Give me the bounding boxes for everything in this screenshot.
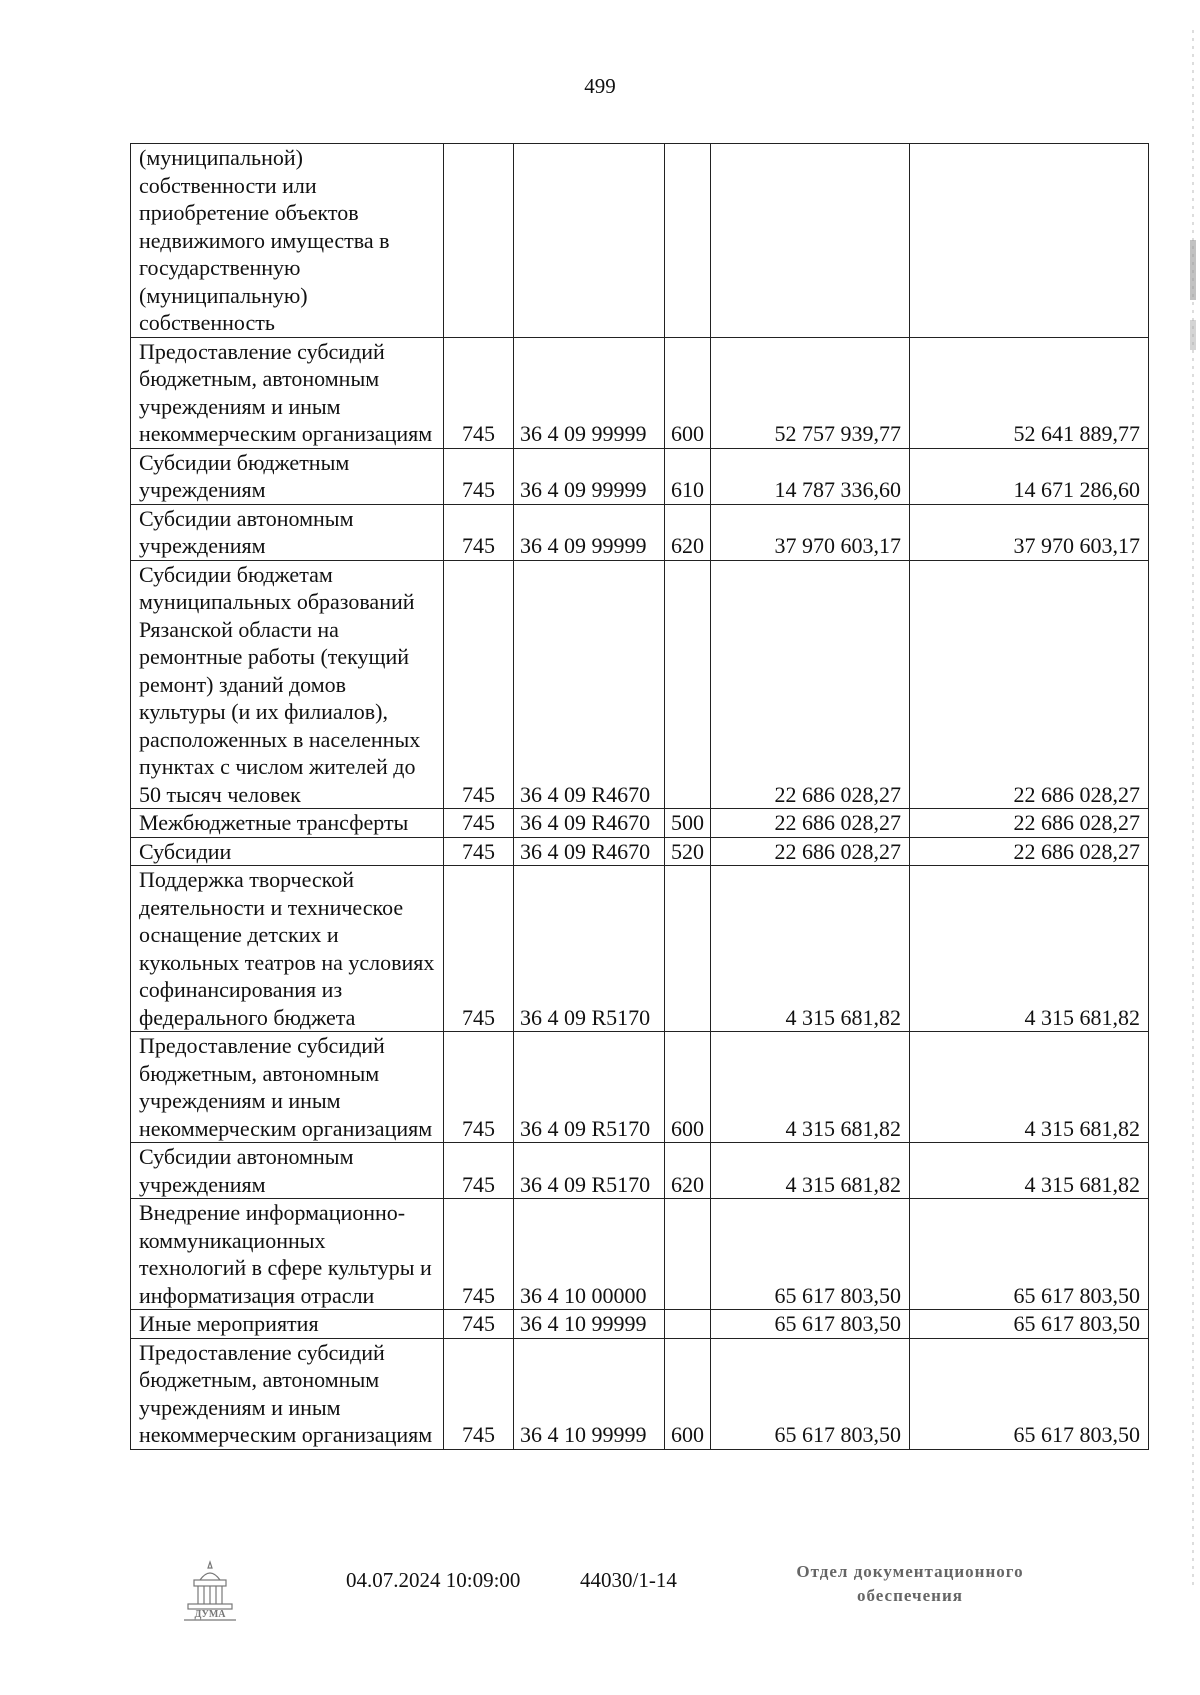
footer-doc-id: 44030/1-14: [580, 1568, 677, 1592]
row-sum-year1: 52 757 939,77: [711, 337, 910, 448]
row-target-article: 36 4 09 R4670: [514, 560, 665, 809]
row-sum-year2: 65 617 803,50: [910, 1310, 1149, 1339]
row-expense-type: 610: [665, 448, 711, 504]
row-sum-year2: 52 641 889,77: [910, 337, 1149, 448]
row-sum-year1: 65 617 803,50: [711, 1199, 910, 1310]
row-target-article: 36 4 09 R4670: [514, 809, 665, 838]
row-name: Субсидии бюджетам муниципальных образований Рязанской области на ремонтные работы (текущий ремонт) зданий домов культуры (и их филиалов), расположенных в населенных пунктах с числом жителей до 50 тысяч человек: [131, 560, 444, 809]
row-name: Субсидии бюджетным учреждениям: [131, 448, 444, 504]
scan-edge-artifact: [1190, 30, 1196, 1590]
row-sum-year1: [711, 144, 910, 338]
row-sum-year2: 4 315 681,82: [910, 1032, 1149, 1143]
row-expense-type: 500: [665, 809, 711, 838]
row-name: Межбюджетные трансферты: [131, 809, 444, 838]
table-row: [131, 1032, 1149, 1143]
row-admin-code: 745: [444, 866, 514, 1032]
row-sum-year1: 22 686 028,27: [711, 560, 910, 809]
table-row: [131, 560, 1149, 809]
row-admin-code: 745: [444, 1338, 514, 1449]
row-expense-type: [665, 144, 711, 338]
row-admin-code: 745: [444, 504, 514, 560]
row-target-article: 36 4 09 R4670: [514, 837, 665, 866]
footer-datetime: 04.07.2024 10:09:00: [346, 1568, 521, 1592]
row-admin-code: 745: [444, 560, 514, 809]
table-row: [131, 809, 1149, 838]
row-admin-code: [444, 144, 514, 338]
stamp-line-1: Отдел документационного: [796, 1562, 1024, 1581]
row-admin-code: 745: [444, 809, 514, 838]
row-target-article: 36 4 09 99999: [514, 337, 665, 448]
row-sum-year1: 65 617 803,50: [711, 1338, 910, 1449]
row-target-article: 36 4 10 00000: [514, 1199, 665, 1310]
row-name: Предоставление субсидий бюджетным, автономным учреждениям и иным некоммерческим организациям: [131, 1032, 444, 1143]
table-row: [131, 337, 1149, 448]
table-row: [131, 1338, 1149, 1449]
row-sum-year2: [910, 144, 1149, 338]
page-number: 499: [584, 74, 616, 98]
row-sum-year2: 22 686 028,27: [910, 837, 1149, 866]
row-name: Предоставление субсидий бюджетным, автономным учреждениям и иным некоммерческим организациям: [131, 1338, 444, 1449]
row-name: Субсидии: [131, 837, 444, 866]
row-sum-year1: 4 315 681,82: [711, 1032, 910, 1143]
row-target-article: [514, 144, 665, 338]
row-expense-type: [665, 866, 711, 1032]
row-name: (муниципальной) собственности или приобретение объектов недвижимого имущества в государственную (муниципальную) собственность: [131, 144, 444, 338]
table-row: [131, 144, 1149, 338]
row-sum-year2: 65 617 803,50: [910, 1338, 1149, 1449]
row-sum-year2: 4 315 681,82: [910, 866, 1149, 1032]
table-row: [131, 1310, 1149, 1339]
row-expense-type: 600: [665, 337, 711, 448]
row-sum-year1: 4 315 681,82: [711, 866, 910, 1032]
row-expense-type: [665, 560, 711, 809]
row-name: Субсидии автономным учреждениям: [131, 1143, 444, 1199]
row-target-article: 36 4 10 99999: [514, 1310, 665, 1339]
row-expense-type: 600: [665, 1338, 711, 1449]
row-sum-year2: 22 686 028,27: [910, 560, 1149, 809]
logo-text: ДУМА: [194, 1609, 226, 1620]
row-admin-code: 745: [444, 337, 514, 448]
row-admin-code: 745: [444, 1310, 514, 1339]
row-sum-year1: 65 617 803,50: [711, 1310, 910, 1339]
row-target-article: 36 4 09 R5170: [514, 1143, 665, 1199]
row-sum-year1: 22 686 028,27: [711, 837, 910, 866]
row-name: Предоставление субсидий бюджетным, автономным учреждениям и иным некоммерческим организациям: [131, 337, 444, 448]
row-admin-code: 745: [444, 1199, 514, 1310]
row-admin-code: 745: [444, 1032, 514, 1143]
duma-logo: [178, 1558, 242, 1630]
stamp-line-2: обеспечения: [857, 1586, 963, 1605]
row-sum-year2: 37 970 603,17: [910, 504, 1149, 560]
table-body: [131, 144, 1149, 1450]
row-sum-year2: 14 671 286,60: [910, 448, 1149, 504]
row-sum-year1: 22 686 028,27: [711, 809, 910, 838]
table-row: [131, 1199, 1149, 1310]
budget-table: [130, 143, 1149, 1450]
table-row: [131, 837, 1149, 866]
row-sum-year1: 37 970 603,17: [711, 504, 910, 560]
row-name: Поддержка творческой деятельности и техническое оснащение детских и кукольных театров на условиях софинансирования из федерального бюджета: [131, 866, 444, 1032]
row-name: Внедрение информационно-коммуникационных технологий в сфере культуры и информатизация отрасли: [131, 1199, 444, 1310]
table-row: [131, 448, 1149, 504]
row-target-article: 36 4 09 99999: [514, 448, 665, 504]
row-expense-type: 520: [665, 837, 711, 866]
row-sum-year1: 4 315 681,82: [711, 1143, 910, 1199]
row-sum-year2: 65 617 803,50: [910, 1199, 1149, 1310]
table-row: [131, 1143, 1149, 1199]
row-expense-type: [665, 1199, 711, 1310]
row-expense-type: 620: [665, 1143, 711, 1199]
table-row: [131, 866, 1149, 1032]
row-expense-type: 620: [665, 504, 711, 560]
department-stamp: [760, 1560, 1060, 1608]
row-name: Иные мероприятия: [131, 1310, 444, 1339]
row-name: Субсидии автономным учреждениям: [131, 504, 444, 560]
row-admin-code: 745: [444, 448, 514, 504]
row-target-article: 36 4 10 99999: [514, 1338, 665, 1449]
row-admin-code: 745: [444, 1143, 514, 1199]
row-target-article: 36 4 09 99999: [514, 504, 665, 560]
row-target-article: 36 4 09 R5170: [514, 1032, 665, 1143]
row-expense-type: [665, 1310, 711, 1339]
row-admin-code: 745: [444, 837, 514, 866]
table-row: [131, 504, 1149, 560]
row-expense-type: 600: [665, 1032, 711, 1143]
row-sum-year1: 14 787 336,60: [711, 448, 910, 504]
row-target-article: 36 4 09 R5170: [514, 866, 665, 1032]
row-sum-year2: 4 315 681,82: [910, 1143, 1149, 1199]
row-sum-year2: 22 686 028,27: [910, 809, 1149, 838]
